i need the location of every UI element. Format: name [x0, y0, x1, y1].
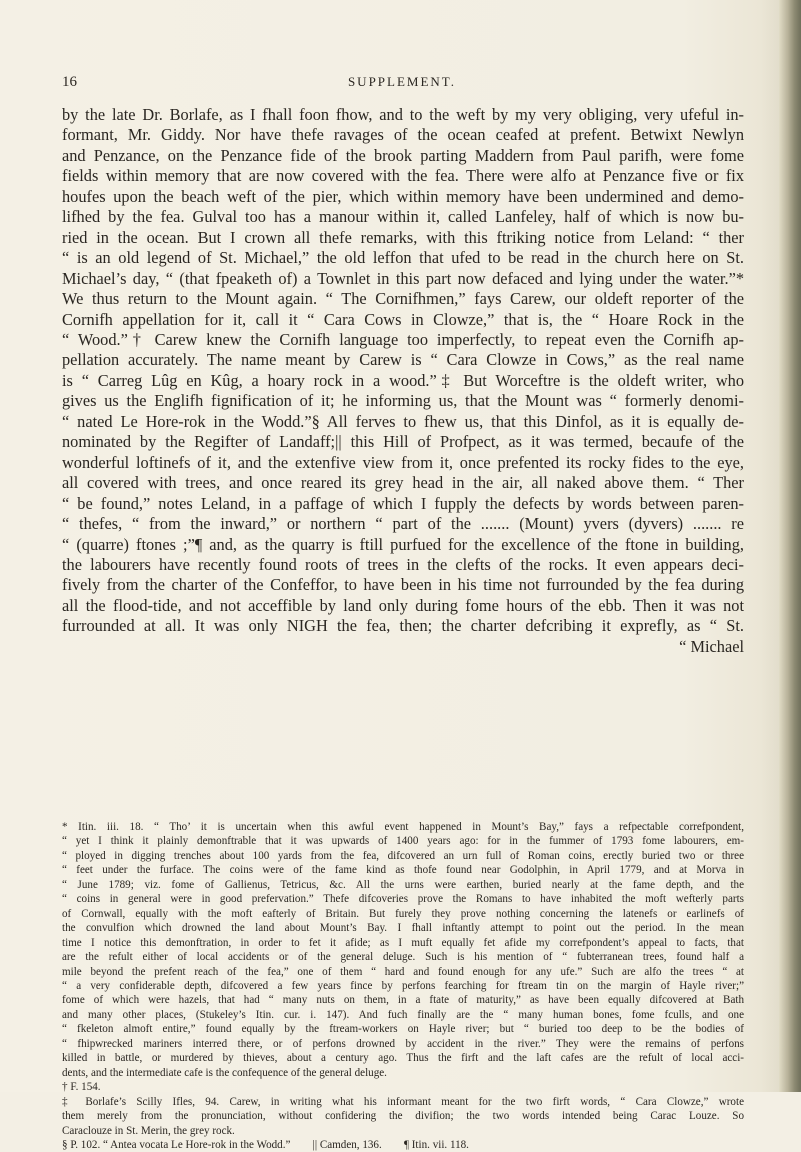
body-line: Michael’s day, “ (that fpeaketh of) a Townlet in this part now defaced and lying under the water.”* [62, 268, 744, 288]
body-line: “ (quarre) ftones ;”¶ and, as the quarry is ftill purfued for the excellence of the ftone in building, [62, 534, 744, 554]
footnote-line: “ fkeleton almoft entire,” found equally by the ftream-workers on Hayle river; but “ buried too deep to be the bodies of [62, 1023, 744, 1036]
body-line: furrounded at all. It was only NIGH the fea, then; the charter defcribing it exprefly, as “ St. [62, 616, 744, 636]
footnote-line: mile beyond the prefent reach of the fea,” one of them “ hard and found enough for any ufe.” Such are alfo the trees “ at [62, 965, 744, 978]
body-line: “ thefes, “ from the inward,” or northern “ part of the ....... (Mount) yvers (dyvers) ....... re [62, 514, 744, 534]
footnote-line: “ June 1789; viz. fome of Gallienus, Tetricus, &c. All the urns were earthen, buried nearly at the fame depth, and the [62, 878, 744, 891]
page-header [62, 74, 742, 94]
footnote-line: “ fhipwrecked mariners interred there, or of perfons drowned by accident in the river.” They were the remains of perfons [62, 1037, 744, 1050]
body-line: “ nated Le Hore-rok in the Wodd.”§ All ferves to fhew us, that this Dinfol, as it is equally de- [62, 411, 744, 431]
footnote-line: † F. 154. [62, 1081, 101, 1094]
main-text [62, 105, 744, 657]
footnote-line: “ a very confiderable depth, difcovered a few years fince by perfons fearching for ftream tin on the margin of Hayle river;” [62, 979, 744, 992]
body-line: pellation accurately. The name meant by Carew is “ Cara Clowze in Cows,” as the real name [62, 350, 744, 370]
page-edge-shadow [779, 0, 801, 1092]
body-line: all covered with trees, and once reared its grey head in the air, all naked above them. “ Ther [62, 473, 744, 493]
footnote-line: fome of which were hazels, that had “ many nuts on them, in a ftate of maturity,” as have been equally difcovered at Bath [62, 994, 744, 1007]
footnote-line: § P. 102. “ Antea vocata Le Hore-rok in the Wodd.” || Camden, 136. ¶ Itin. vii. 118. [62, 1138, 469, 1151]
footnote-line: killed in battle, or murdered by thieves, about a century ago. Thus the firft and the laft cafes are the refult of local acci- [62, 1052, 744, 1065]
footnote-line: “ coins in general were in good prefervation.” Thefe difcoveries prove the Romans to have inhabited the moft wefterly parts [62, 893, 744, 906]
footnote-line: and many other places, (Stukeley’s Itin. cur. i. 147). And fuch finally are the “ many human bones, fome fculls, and one [62, 1008, 744, 1021]
body-line: the labourers have recently found roots of trees in the clefts of the rocks. It even appears deci- [62, 554, 744, 574]
body-line: “ is an old legend of St. Michael,” the old leffon that ufed to be read in the church here on St. [62, 248, 744, 268]
catchword-line: “ Michael [679, 636, 744, 656]
footnote-line: “ feet under the furface. The coins were of the fame kind as thofe found near Godolphin, in April 1779, and at Morva in [62, 864, 744, 877]
footnote-line: time I notice this demonftration, in order to fet it afide; as I muft equally fet afide my correfpondent’s appeal to facts, that [62, 936, 744, 949]
body-line: fively from the charter of the Confeffor, to have been in his time not furrounded by the fea during [62, 575, 744, 595]
body-line: houfes upon the beach weft of the pier, which within memory have been undermined and demo- [62, 186, 744, 206]
page-number: 16 [62, 74, 77, 90]
body-line: wonderful loftinefs of it, and the extenfive view from it, once prefented its rocky fides to the eye, [62, 452, 744, 472]
footnote-line: are the refult either of local accidents or of the general deluge. Such is his mention of “ fubterranean trees, found half a [62, 951, 744, 964]
footnote-line: the convulfion which drowned the land about Mount’s Bay. I fhall inftantly attempt to point out the period. In the mean [62, 922, 744, 935]
body-line: lifhed by the fea. Gulval too has a manour within it, called Lanfeley, half of which is now bu- [62, 207, 744, 227]
footnote-line: Caraclouze in St. Merin, the grey rock. [62, 1124, 235, 1137]
body-line: ried in the ocean. But I crown all thefe remarks, with this ftriking notice from Leland: “ ther [62, 227, 744, 247]
footnotes [62, 820, 744, 1152]
footnote-line: “ ployed in digging trenches about 100 yards from the fea, difcovered an urn full of Roman coins, erectly buried two or three [62, 849, 744, 862]
body-line: We thus return to the Mount again. “ The Cornifhmen,” fays Carew, our oldeft reporter of the [62, 289, 744, 309]
body-line: formant, Mr. Giddy. Nor have thefe ravages of the ocean ceafed at prefent. Betwixt Newlyn [62, 125, 744, 145]
footnote-line: of Cornwall, equally with the moft eafterly of Britain. But furely they prove nothing concerning the latenefs or earlinefs of [62, 907, 744, 920]
body-line: is “ Carreg Lûg en Kûg, a hoary rock in a wood.”‡ But Worceftre is the oldeft writer, who [62, 370, 744, 390]
body-line: “ Wood.”† Carew knew the Cornifh language too imperfectly, to repeat even the Cornifh ap- [62, 329, 744, 349]
footnote-line: ‡ Borlafe’s Scilly Ifles, 94. Carew, in writing what his informant meant for the two firft words, “ Cara Clowze,” wrote [62, 1095, 744, 1108]
body-line: all the flood-tide, and not acceffible by land only during fome hours of the ebb. Then it was not [62, 595, 744, 615]
footnote-line: * Itin. iii. 18. “ Tho’ it is uncertain when this awful event happened in Mount’s Bay,” fays a refpectable correfpondent, [62, 821, 744, 833]
footnote-line: dents, and the intermediate cafe is the confequence of the general deluge. [62, 1066, 387, 1079]
body-line: nominated by the Regifter of Landaff;|| this Hill of Profpect, as it was termed, becaufe of the [62, 432, 744, 452]
running-title: SUPPLEMENT. [347, 74, 457, 89]
body-line: by the late Dr. Borlafe, as I fhall foon fhow, and to the weft by my very obliging, very ufeful in- [62, 105, 744, 124]
body-line: “ be found,” notes Leland, in a paffage of which I fupply the defects by words between paren- [62, 493, 744, 513]
body-line: gives us the Englifh fignification of it; he informing us, that the Mount was “ formerly denomi- [62, 391, 744, 411]
footnote-line: “ yet I think it plainly demonftrable that it was upwards of 1400 years ago: for in the fummer of 1793 fome labourers, em- [62, 835, 744, 848]
body-line: and Penzance, on the Penzance fide of the brook parting Maddern from Paul parifh, were fome [62, 145, 744, 165]
body-line: Cornifh appellation for it, call it “ Cara Cows in Clowze,” that is, the “ Hoare Rock in the [62, 309, 744, 329]
footnote-line: them merely from the pronunciation, without confidering the divifion; the two words intended being Carac Louze. So [62, 1110, 744, 1123]
body-line: fields within memory that are now covered with the fea. There were alfo at Penzance five or fix [62, 166, 744, 186]
